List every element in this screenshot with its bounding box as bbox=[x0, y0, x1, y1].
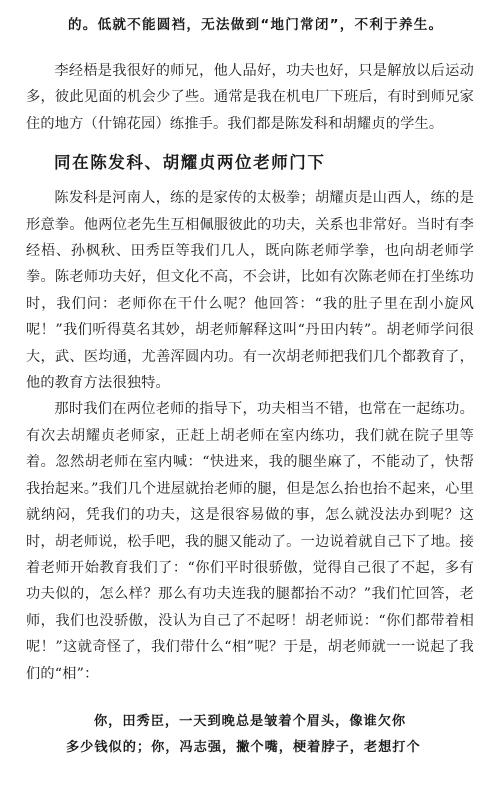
continued-text-fragment: 的。低就不能圆裆，无法做到“地门常闭”，不利于养生。 bbox=[68, 17, 444, 33]
quote-line: 你，田秀臣，一天到晚总是皱着个眉头，像谁欠你 bbox=[94, 713, 407, 729]
paragraph-li-jingwu: 李经梧是我很好的师兄，他人品好，功夫也好，只是解放以后运动多，彼此见面的机会少了些。通常是我在机电厂下班后，有时到师兄家住的地方（什锦花园）练推手。我们都是陈发科和胡耀贞的学生。 bbox=[26, 63, 474, 132]
quote-line: 多少钱似的；你，冯志强，撇个嘴，梗着脖子，老想打个 bbox=[66, 739, 421, 755]
section-heading: 同在陈发科、胡耀贞两位老师门下 bbox=[54, 153, 326, 173]
paragraph-lesson-story: 那时我们在两位老师的指导下，功夫相当不错，也常在一起练功。有次去胡耀贞老师家，正赶上胡老师在室内练功，我们就在院子里等着。忽然胡老师在室内喊：“快进来，我的腿坐麻了，不能动了，快帮我抬起来。”我们几个进屋就抬老师的腿，但是怎么抬也抬不起来，心里就纳闷，凭我们的功夫，这是很容易做的事，怎么就没法办到呢？这时，胡老师说，松手吧，我的腿又能动了。一边说着就自己下了地。接着老师开始教育我们了：“你们平时很骄傲，觉得自己很了不起，多有功夫似的，怎么样？那么有功夫连我的腿都抬不动？”我们忙回答，老师，我们也没骄傲，没认为自己了不起呀！胡老师说：“你们都带着相呢！”这就奇怪了，我们带什么“相”呢？于是，胡老师就一一说起了我们的“相”： bbox=[26, 401, 474, 682]
quoted-passage bbox=[26, 709, 474, 761]
paragraph-teachers: 陈发科是河南人，练的是家传的太极拳；胡耀贞是山西人，练的是形意拳。他两位老先生互相佩服彼此的功夫，关系也非常好。当时有李经梧、孙枫秋、田秀臣等我们几人，既向陈老师学拳，也向胡老师学拳。陈老师功夫好，但文化不高，不会讲，比如有次陈老师在打坐练功时，我们问：老师你在干什么呢？他回答：“我的肚子里在刮小旋风呢！”我们听得莫名其妙，胡老师解释这叫“丹田内转”。胡老师学问很大，武、医均通，尤善浑圆内功。有一次胡老师把我们几个都教育了，他的教育方法很独特。 bbox=[26, 190, 474, 392]
